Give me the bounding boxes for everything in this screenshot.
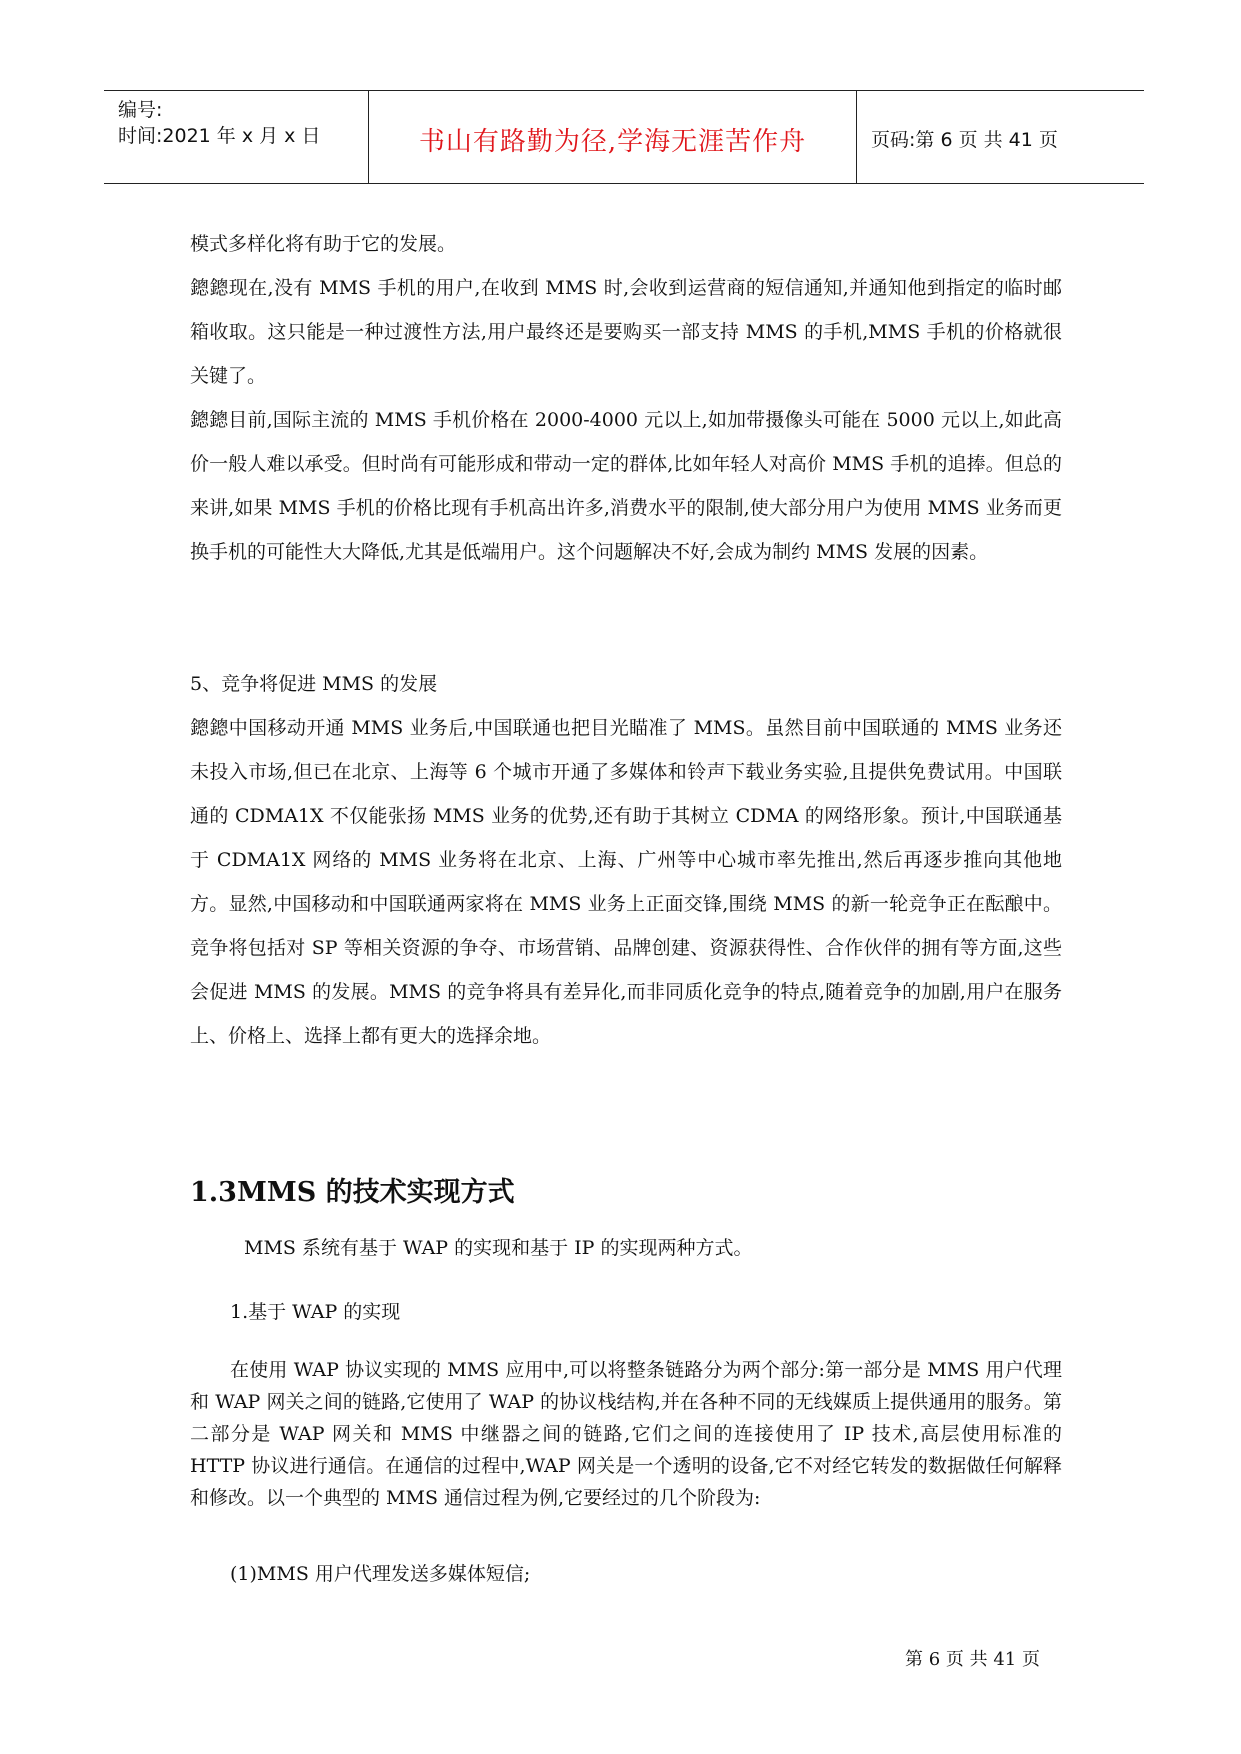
subsection-1-title: 1.基于 WAP 的实现 [230, 1301, 401, 1323]
header-page-cell [857, 91, 1144, 183]
section-heading: 1.3MMS 的技术实现方式 [190, 1177, 515, 1208]
paragraph-3: 鏓鏓目前,国际主流的 MMS 手机价格在 2000-4000 元以上,如加带摄像头可能在 5000 元以上,如此高价一般人难以承受。但时尚有可能形成和带动一定的群体,比如年轻人对高价 MMS 手机的追捧。但总的来讲,如果 MMS 手机的价格比现有手机高出许多,消费水平的限制,使大部分用户为使用 MMS 业务而更换手机的可能性大大降低,尤其是低端用户。这个问题解决不好,会成为制约 MMS 发展的因素。 [190, 409, 1062, 563]
paragraph-4: 鏓鏓中国移动开通 MMS 业务后,中国联通也把目光瞄准了 MMS。虽然目前中国联通的 MMS 业务还未投入市场,但已在北京、上海等 6 个城市开通了多媒体和铃声下载业务实验,且提供免费试用。中国联通的 CDMA1X 不仅能张扬 MMS 业务的优势,还有助于其树立 CDMA 的网络形象。预计,中国联通基于 CDMA1X 网络的 MMS 业务将在北京、上海、广州等中心城市率先推出,然后再逐步推向其他地方。显然,中国移动和中国联通两家将在 MMS 业务上正面交锋,围绕 MMS 的新一轮竞争正在酝酿中。竞争将包括对 SP 等相关资源的争夺、市场营销、品牌创建、资源获得性、合作伙伴的拥有等方面,这些会促进 MMS 的发展。MMS 的竞争将具有差异化,而非同质化竞争的特点,随着竞争的加剧,用户在服务上、价格上、选择上都有更大的选择余地。 [190, 717, 1062, 1047]
header-table [104, 90, 1144, 184]
paragraph-1: 模式多样化将有助于它的发展。 [190, 233, 457, 255]
page-footer: 第 6 页 共 41 页 [905, 1649, 1040, 1670]
step-1: (1)MMS 用户代理发送多媒体短信; [230, 1563, 531, 1585]
header-motto-cell [368, 91, 857, 183]
header-motto: 书山有路勤为径,学海无涯苦作舟 [418, 127, 807, 157]
paragraph-6: 在使用 WAP 协议实现的 MMS 应用中,可以将整条链路分为两个部分:第一部分是 MMS 用户代理和 WAP 网关之间的链路,它使用了 WAP 的协议栈结构,并在各种不同的无线媒质上提供通用的服务。第二部分是 WAP 网关和 MMS 中继器之间的链路,它们之间的连接使用了 IP 技术,高层使用标准的 HTTP 协议进行通信。在通信的过程中,WAP 网关是一个透明的设备,它不对经它转发的数据做任何解释和修改。以一个典型的 MMS 通信过程为例,它要经过的几个阶段为: [190, 1359, 1062, 1509]
header-meta-cell [104, 91, 368, 183]
paragraph-5: MMS 系统有基于 WAP 的实现和基于 IP 的实现两种方式。 [244, 1237, 753, 1259]
header-page-info: 页码:第 6 页 共 41 页 [871, 129, 1058, 151]
document-number-label: 编号: [118, 99, 163, 121]
paragraph-2: 鏓鏓现在,没有 MMS 手机的用户,在收到 MMS 时,会收到运营商的短信通知,并通知他到指定的临时邮箱收取。这只能是一种过渡性方法,用户最终还是要购买一部支持 MMS 的手机,MMS 手机的价格就很关键了。 [190, 277, 1062, 387]
section-item-5-title: 5、竞争将促进 MMS 的发展 [190, 673, 438, 695]
document-time-label: 时间:2021 年 x 月 x 日 [118, 125, 321, 147]
